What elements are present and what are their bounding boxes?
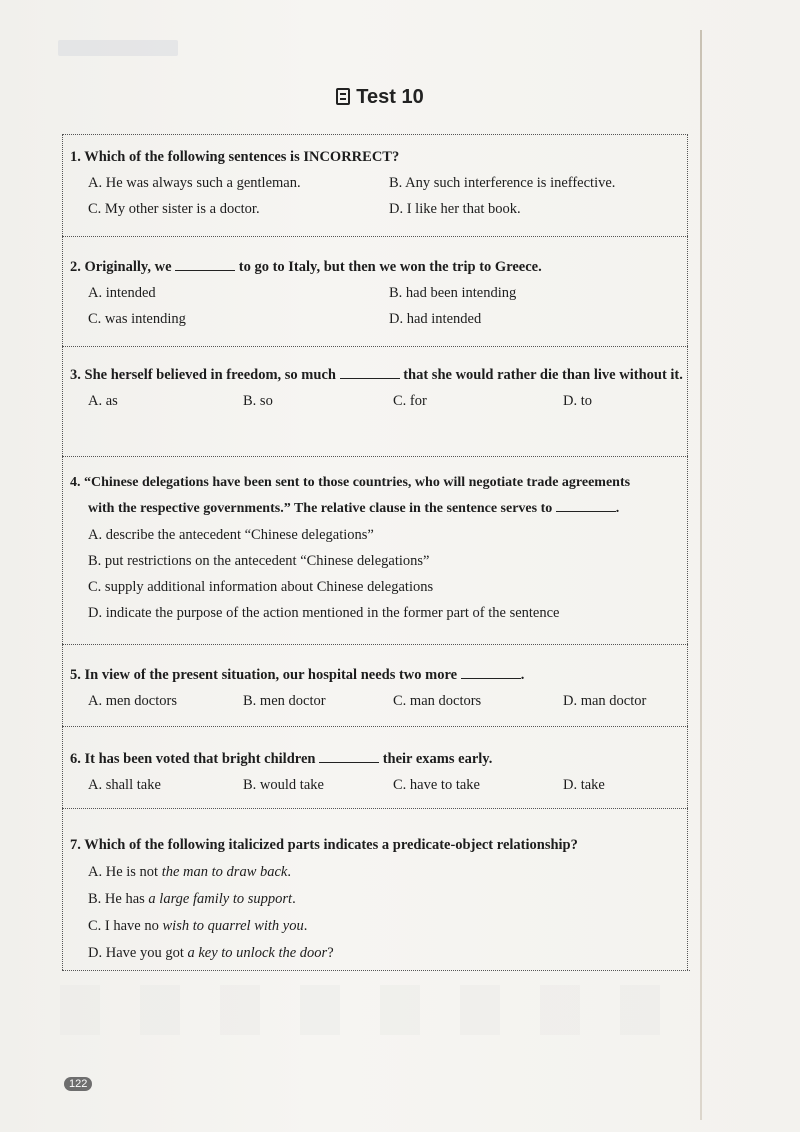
answer-blank[interactable]: [340, 364, 400, 379]
option-tail: .: [303, 918, 308, 934]
option-b[interactable]: B. Any such interference is ineffective.: [389, 175, 616, 191]
option-italic: the man to draw back: [161, 864, 288, 880]
stem-line-2: with the respective governments.” The relative clause in the sentence serves to: [88, 501, 553, 516]
question-2: [70, 254, 690, 332]
question-7: [70, 832, 690, 967]
option-c[interactable]: C. was intending: [88, 311, 186, 327]
option-c[interactable]: C. have to take: [393, 777, 480, 793]
document-icon: [336, 88, 350, 105]
option-tail: ?: [327, 945, 334, 961]
divider: [62, 644, 688, 645]
stem-before: 3. She herself believed in freedom, so much: [70, 367, 336, 383]
option-a[interactable]: A. describe the antecedent “Chinese delegations”: [88, 527, 374, 543]
option-a[interactable]: A. as: [88, 393, 118, 409]
option-b[interactable]: B. so: [243, 393, 273, 409]
question-1: [70, 144, 690, 222]
question-3: [70, 362, 690, 414]
option-b[interactable]: B. men doctor: [243, 693, 326, 709]
answer-blank[interactable]: [175, 256, 235, 271]
test-title: [0, 86, 760, 109]
option-italic: a key to unlock the door: [187, 945, 328, 961]
divider: [62, 236, 688, 237]
option-b[interactable]: B. had been intending: [389, 285, 517, 301]
option-tail: .: [292, 891, 296, 907]
option-text: B. He has: [88, 891, 149, 907]
option-text: C. I have no: [88, 918, 163, 934]
option-c[interactable]: [88, 913, 690, 940]
option-italic: a large family to support: [148, 891, 293, 907]
option-text: D. Have you got: [88, 945, 188, 961]
answer-blank[interactable]: [461, 664, 521, 679]
option-d[interactable]: [88, 940, 690, 967]
answer-blank[interactable]: [319, 748, 379, 763]
frame-bottom: [62, 970, 690, 971]
question-4: [70, 470, 690, 626]
option-d[interactable]: D. to: [563, 393, 592, 409]
divider: [62, 346, 688, 347]
option-c[interactable]: C. supply additional information about Chinese delegations: [88, 579, 434, 595]
stem-before: 6. It has been voted that bright children: [70, 751, 316, 767]
option-d[interactable]: D. I like her that book.: [389, 201, 521, 217]
option-tail: .: [287, 864, 291, 880]
stem-after: their exams early.: [382, 751, 493, 767]
option-b[interactable]: B. put restrictions on the antecedent “Chinese delegations”: [88, 553, 430, 569]
option-c[interactable]: C. My other sister is a doctor.: [88, 201, 260, 217]
option-d[interactable]: D. man doctor: [563, 693, 647, 709]
option-c[interactable]: C. man doctors: [393, 693, 482, 709]
divider: [62, 808, 688, 809]
stem-after: that she would rather die than live without it.: [403, 367, 683, 383]
option-b[interactable]: [88, 886, 690, 913]
option-d[interactable]: D. take: [563, 777, 605, 793]
question-stem: [70, 746, 690, 772]
option-a[interactable]: A. He was always such a gentleman.: [88, 175, 301, 191]
header-strip: [58, 40, 178, 56]
option-a[interactable]: [88, 859, 690, 886]
divider: [62, 726, 688, 727]
stem-after: to go to Italy, but then we won the trip to Greece.: [238, 259, 542, 275]
option-a[interactable]: A. men doctors: [88, 693, 177, 709]
question-stem: 1. Which of the following sentences is INCORRECT?: [70, 149, 400, 165]
page-number: 122: [64, 1077, 92, 1091]
question-stem: [70, 362, 690, 388]
question-stem: [70, 470, 690, 522]
stem-end: .: [615, 501, 620, 516]
option-italic: wish to quarrel with you: [162, 918, 304, 934]
option-a[interactable]: A. shall take: [88, 777, 161, 793]
test-title-text: Test 10: [356, 86, 424, 108]
option-d[interactable]: D. had intended: [389, 311, 482, 327]
answer-blank[interactable]: [556, 497, 616, 512]
option-c[interactable]: C. for: [393, 393, 427, 409]
stem-before: 5. In view of the present situation, our hospital needs two more: [70, 667, 458, 683]
option-b[interactable]: B. would take: [243, 777, 324, 793]
stem-end: .: [520, 667, 525, 683]
option-text: A. He is not: [88, 864, 162, 880]
option-a[interactable]: A. intended: [88, 285, 156, 301]
question-stem: [70, 254, 690, 280]
divider: [62, 456, 688, 457]
page-edge-line: [700, 30, 702, 1120]
bleed-through-text: [60, 985, 680, 1035]
question-5: [70, 662, 690, 714]
option-d[interactable]: D. indicate the purpose of the action mentioned in the former part of the sentence: [88, 605, 560, 621]
stem-line-1: 4. “Chinese delegations have been sent to those countries, who will negotiate trade agreements: [70, 475, 631, 490]
stem-before: 2. Originally, we: [70, 259, 172, 275]
question-6: [70, 746, 690, 798]
question-stem: [70, 662, 690, 688]
question-stem: 7. Which of the following italicized parts indicates a predicate-object relationship?: [70, 837, 578, 853]
